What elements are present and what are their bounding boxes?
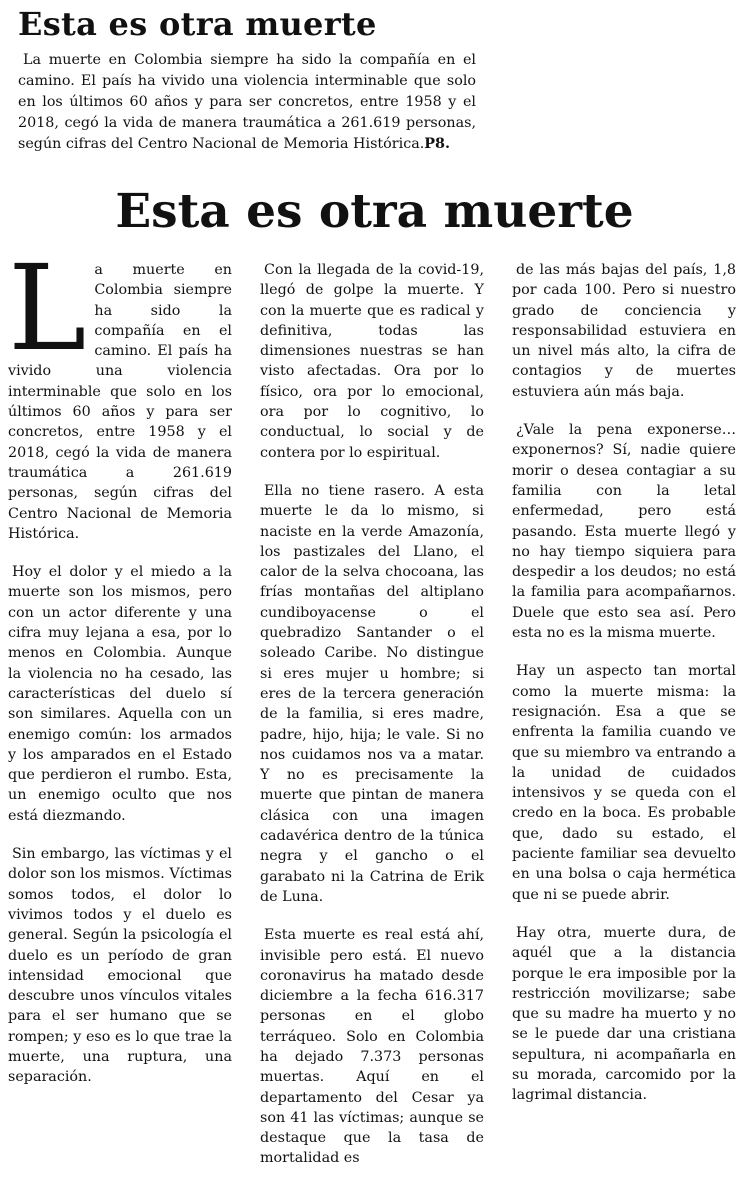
teaser-title: Esta es otra muerte: [18, 5, 377, 43]
article-paragraph: Con la llegada de la covid-19, llegó de golpe la muerte. Y con la muerte que es radical y definitiva, todas las dimensiones nuestras se han visto afectadas. Ora por lo físico, ora por lo emocional, ora por lo cognitivo, lo conductual, lo social y de contera por lo espiritual.: [260, 262, 484, 461]
teaser-summary: [18, 50, 476, 155]
article-column-3: [512, 260, 736, 1124]
teaser-page-reference: P8.: [424, 136, 450, 152]
article-paragraph: Sin embargo, las víctimas y el dolor son los mismos. Víctimas somos todos, el dolor lo vivimos todos y el duelo es general. Según la psicología el duelo es un período de gran intensidad emocional que descubre unos vínculos vitales para el ser humano que se rompen; y eso es lo que trae la muerte, una ruptura, una separación.: [8, 846, 232, 1086]
article-paragraph: Hay un aspecto tan mortal como la muerte misma: la resignación. Esa a que se enfrenta la familia cuando ve que su miembro va entrando a la unidad de cuidados intensivos y se queda con el credo en la boca. Es probable que, dado su estado, el paciente familiar sea devuelto en una bolsa o caja hermética que ni se puede abrir.: [512, 663, 736, 903]
drop-cap: L: [8, 239, 87, 377]
article-paragraph: Ella no tiene rasero. A esta muerte le da lo mismo, si naciste en la verde Amazonía, los pastizales del Llano, el calor de la selva chocoana, las frías montañas del altiplano cundiboyacense o el quebradizo Santander o el soleado Caribe. No distingue si eres mujer u hombre; si eres de la tercera generación de la familia, si eres madre, padre, hijo, hija; le vale. Si no nos cuidamos nos va a matar. Y no es precisamente la muerte que pintan de manera clásica con una imagen cadavérica dentro de la túnica negra y el gancho o el garabato ni la Catrina de Erik de Luna.: [260, 482, 484, 905]
article-column-1: [8, 239, 232, 1106]
article-paragraph: Esta muerte es real está ahí, invisible pero está. El nuevo coronavirus ha matado desde diciembre a la fecha 616.317 personas en el globo terráqueo. Solo en Colombia ha dejado 7.373 personas muertas. Aquí en el departamento del Cesar ya son 41 las víctimas; aunque se destaque que la tasa de mortalidad es: [260, 927, 484, 1167]
article-paragraph: Hay otra, muerte dura, de aquél que a la distancia porque le era imposible por la restricción movilizarse; sabe que su madre ha muerto y no se le puede dar una cristiana sepultura, ni acompañarla en su morada, carcomido por la lagrimal distancia.: [512, 924, 736, 1104]
article-paragraph: ¿Vale la pena exponerse… exponernos? Sí, nadie quiere morir o desea contagiar a su familia con la letal enfermedad, pero está pasando. Esta muerte llegó y no hay tiempo siquiera para despedir a los deudos; no está la familia para acompañarnos. Duele que esto sea así. Pero esta no es la misma muerte.: [512, 422, 736, 642]
article-paragraph: [8, 239, 232, 544]
article-paragraph: Hoy el dolor y el miedo a la muerte son los mismos, pero con un actor diferente y una cifra muy lejana a esa, por lo menos en Colombia. Aunque la violencia no ha cesado, las características del duelo sí son similares. Aquella con un enemigo común: los armados y los amparados en el Estado que perdieron el rumbo. Esta, un enemigo oculto que nos está diezmando.: [8, 564, 232, 824]
article-paragraph: de las más bajas del país, 1,8 por cada 100. Pero si nuestro grado de conciencia y responsabilidad estuviera en un nivel más alto, la cifra de contagios y de muertes estuviera aún más baja.: [512, 262, 736, 400]
first-paragraph-text: a muerte en Colombia siempre ha sido la compañía en el camino. El país ha vivido una violencia interminable que solo en los últimos 60 años y para ser concretos, entre 1958 y el 2018, cegó la vida de manera traumática a 261.619 personas, según cifras del Centro Nacional de Memoria Histórica.: [8, 262, 232, 542]
article-column-2: [260, 260, 484, 1187]
teaser-summary-text: La muerte en Colombia siempre ha sido la compañía en el camino. El país ha vivido una violencia interminable que solo en los últimos 60 años y para ser concretos, entre 1958 y el 2018, cegó la vida de manera traumática a 261.619 personas, según cifras del Centro Nacional de Memoria Histórica.: [18, 52, 476, 152]
article-headline: Esta es otra muerte: [115, 184, 634, 239]
